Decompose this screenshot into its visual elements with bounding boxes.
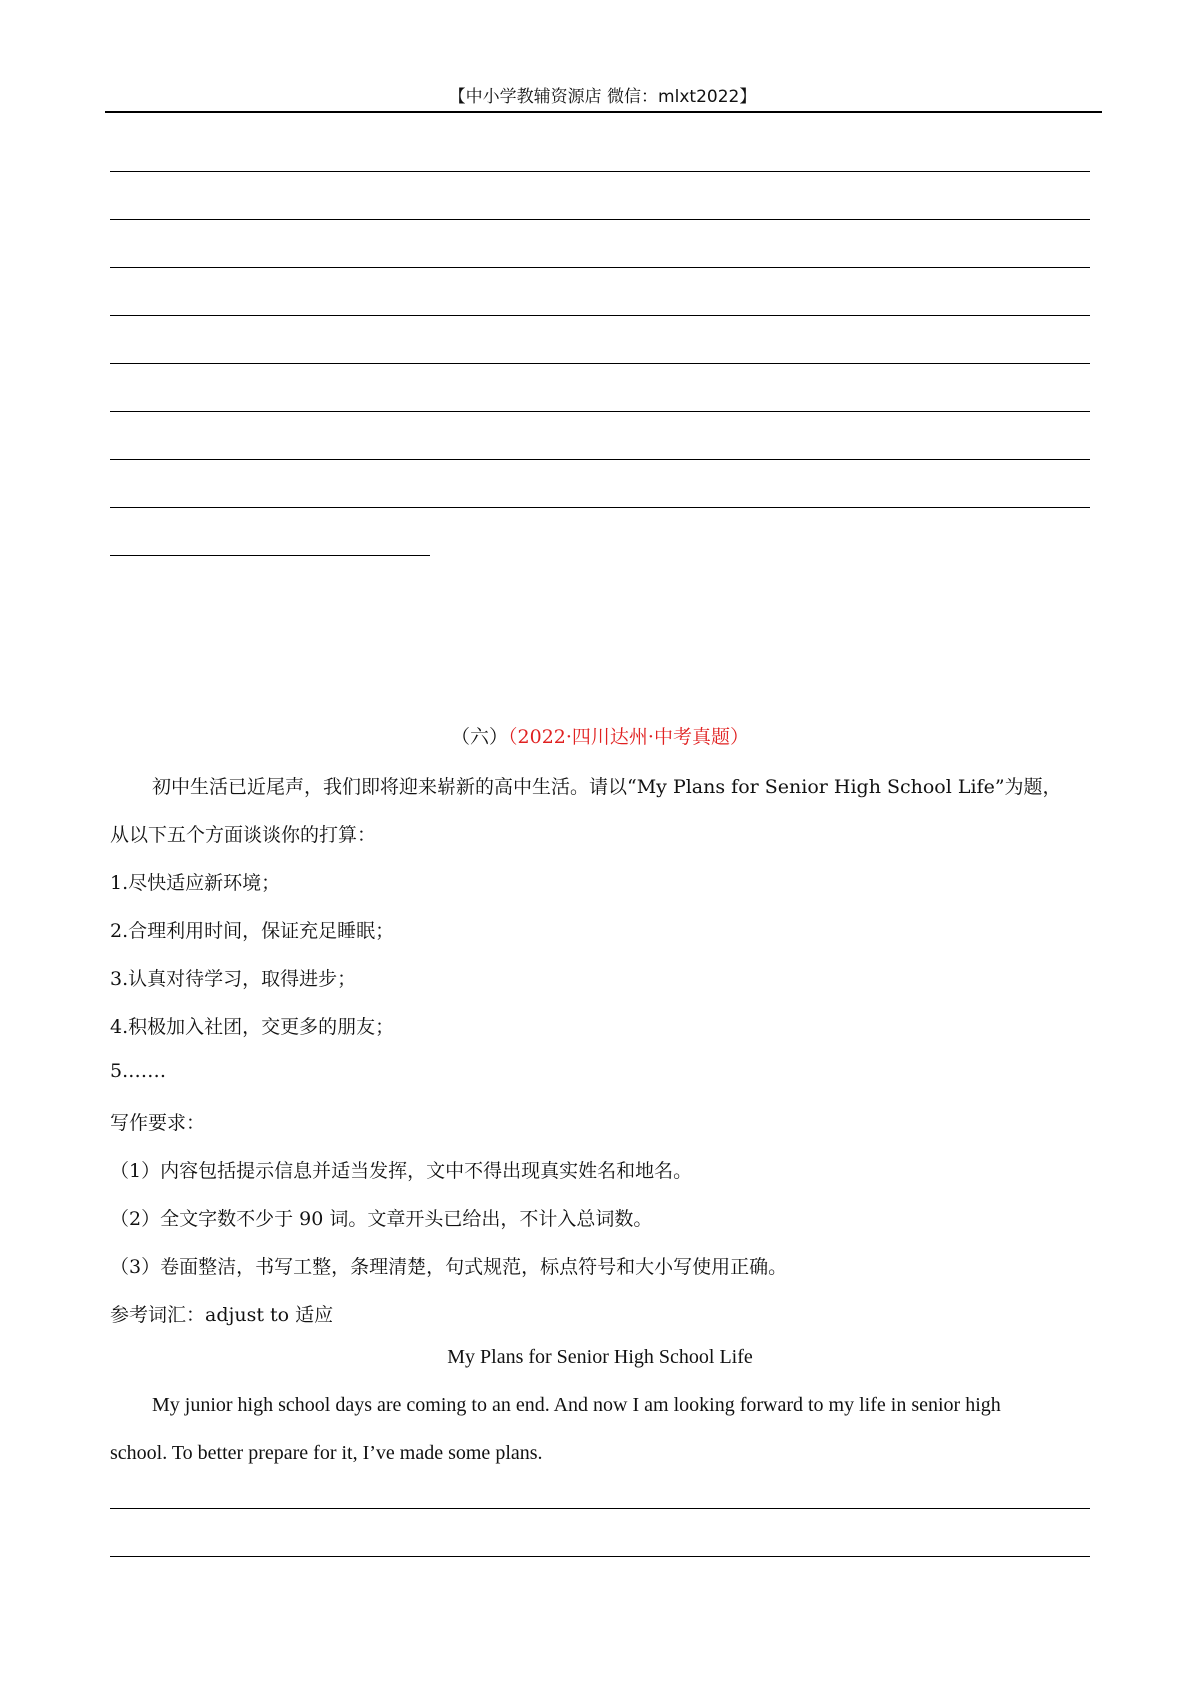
essay-title: My Plans for Senior High School Life	[447, 1346, 753, 1368]
prompt-point: 1.尽快适应新环境；	[110, 872, 281, 894]
answer-line	[110, 507, 1090, 508]
prompt-intro-line1: 初中生活已近尾声，我们即将迎来崭新的高中生活。请以“My Plans for Senior High School Life”为题，	[152, 776, 1062, 798]
requirement-item: （1）内容包括提示信息并适当发挥，文中不得出现真实姓名和地名。	[110, 1160, 693, 1182]
answer-line	[110, 1508, 1090, 1509]
answer-line	[110, 171, 1090, 172]
prompt-intro-line2: 从以下五个方面谈谈你的打算：	[110, 824, 377, 846]
answer-line	[110, 267, 1090, 268]
answer-line	[110, 363, 1090, 364]
answer-line	[110, 315, 1090, 316]
question-source: （2022·四川达州·中考真题）	[508, 726, 749, 748]
answer-line	[110, 1556, 1090, 1557]
prompt-point: 5.……	[110, 1060, 167, 1082]
prompt-point: 3.认真对待学习，取得进步；	[110, 968, 357, 990]
answer-line	[110, 411, 1090, 412]
question-heading	[0, 722, 1200, 749]
essay-opening-line2: school. To better prepare for it, I’ve made some plans.	[110, 1442, 543, 1464]
page-header: 【中小学教辅资源店 微信：mlxt2022】	[448, 87, 757, 107]
requirements-label: 写作要求：	[110, 1112, 206, 1134]
answer-line-short	[110, 555, 430, 556]
requirement-item: （3）卷面整洁，书写工整，条理清楚，句式规范，标点符号和大小写使用正确。	[110, 1256, 788, 1278]
header-rule	[105, 111, 1102, 113]
prompt-point: 4.积极加入社团，交更多的朋友；	[110, 1016, 395, 1038]
essay-opening-line1: My junior high school days are coming to an end. And now I am looking forward to my life in senior high	[152, 1394, 1001, 1416]
prompt-point: 2.合理利用时间，保证充足睡眠；	[110, 920, 395, 942]
answer-line	[110, 219, 1090, 220]
question-number: （六）	[451, 726, 509, 748]
answer-line	[110, 459, 1090, 460]
vocab-hint: 参考词汇：adjust to 适应	[110, 1304, 334, 1326]
requirement-item: （2）全文字数不少于 90 词。文章开头已给出，不计入总词数。	[110, 1208, 653, 1230]
